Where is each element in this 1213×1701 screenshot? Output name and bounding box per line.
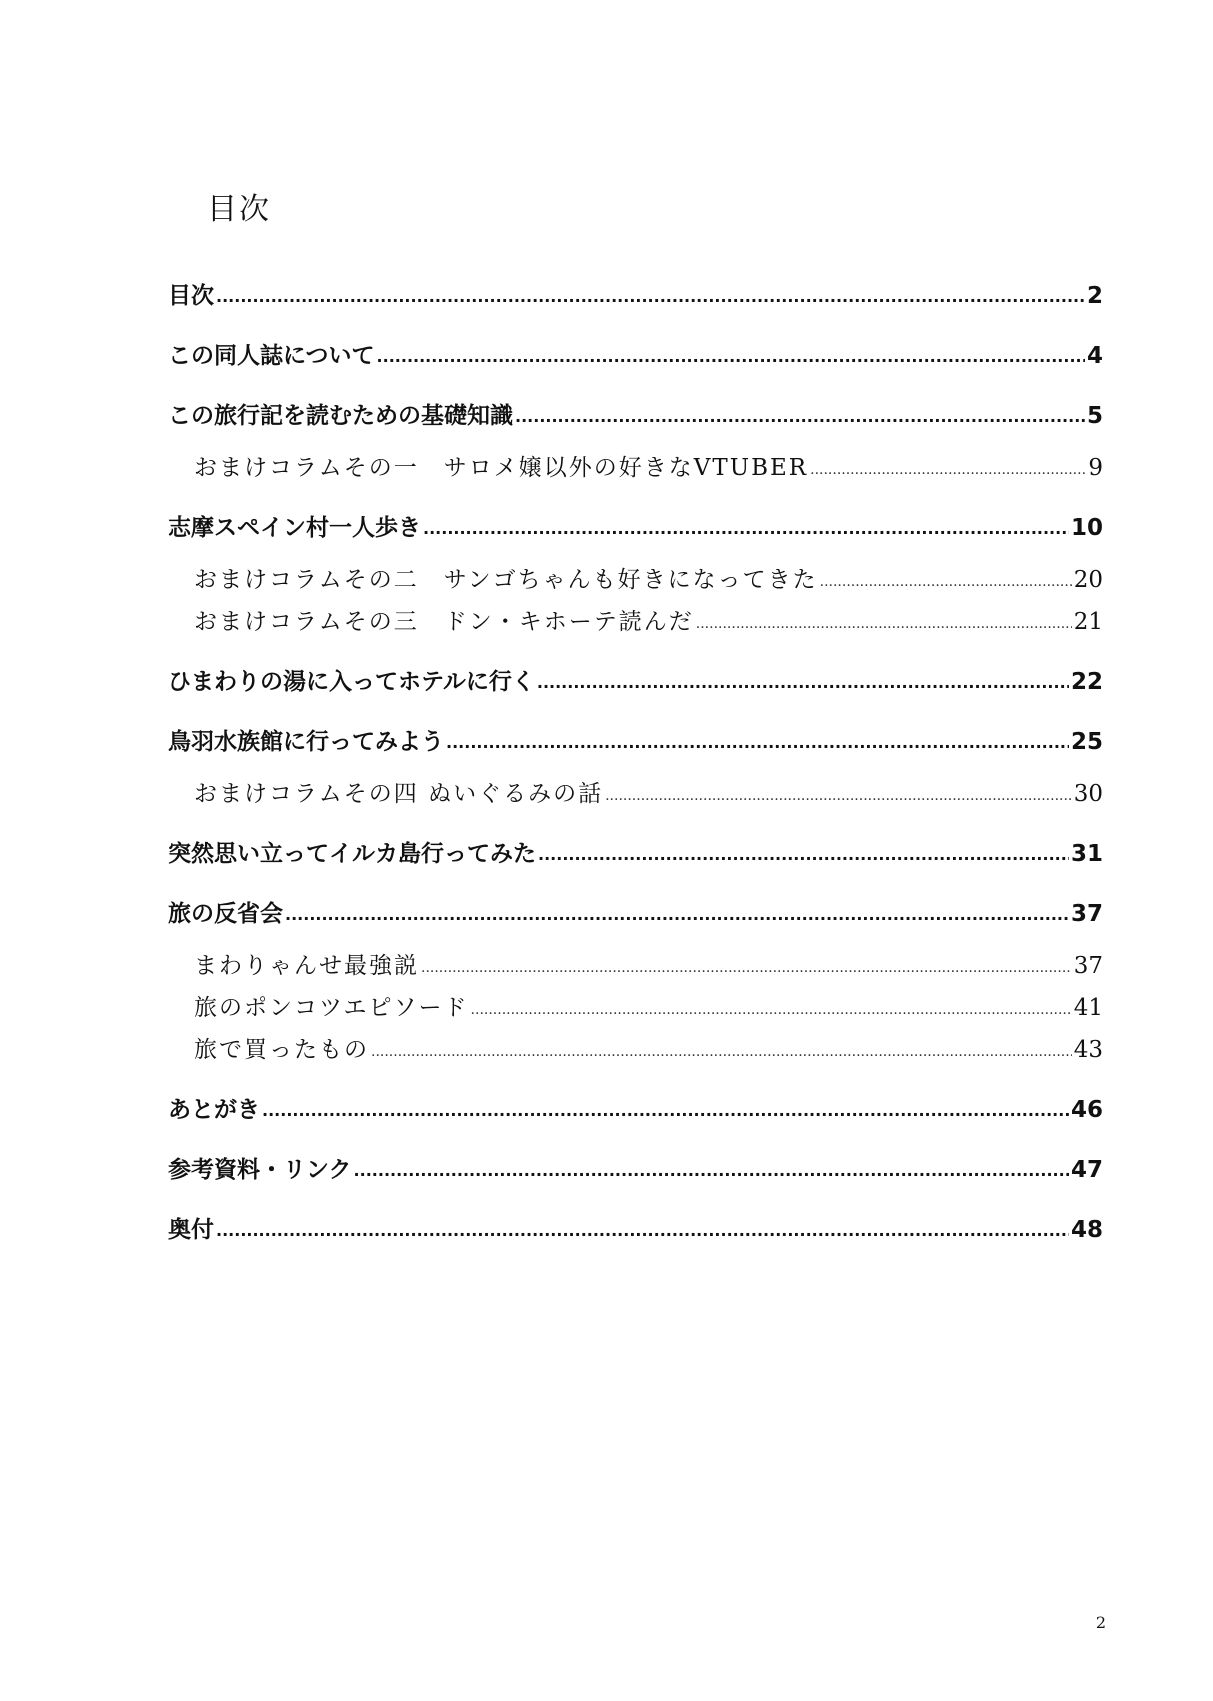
toc-entry-title: 参考資料・リンク [168,1157,352,1183]
toc-entry-title: この同人誌について [168,343,375,369]
toc-list [168,278,1103,1272]
toc-entry-title: ひまわりの湯に入ってホテルに行く [168,669,535,695]
toc-entry-page: 37 [1070,901,1103,927]
dot-leader [515,399,1085,435]
dot-leader [371,1034,1072,1070]
toc-entry-title: おまけコラムその二 サンゴちゃんも好きになってきた [194,567,818,593]
toc-entry-title: この旅行記を読むための基礎知識 [168,403,513,429]
toc-entry-page: 37 [1073,953,1103,979]
toc-entry-title: 志摩スペイン村一人歩き [168,515,421,541]
dot-leader [423,511,1069,547]
toc-subentry[interactable] [168,948,1103,990]
toc-entry[interactable] [168,338,1103,398]
toc-entry-page: 30 [1073,781,1103,807]
dot-leader [605,778,1072,814]
toc-entry-title: おまけコラムその一 サロメ嬢以外の好きなVTUBER [194,455,809,481]
toc-entry-title: 目次 [168,283,214,309]
toc-entry-page: 25 [1070,729,1103,755]
toc-entry-page: 43 [1073,1037,1103,1063]
toc-entry[interactable] [168,278,1103,338]
toc-entry-title: まわりゃんせ最強説 [194,953,419,979]
toc-entry-title: おまけコラムその四 ぬいぐるみの話 [194,781,604,807]
dot-leader [696,606,1072,642]
toc-entry-title: 突然思い立ってイルカ島行ってみた [168,841,536,867]
toc-entry[interactable] [168,836,1103,896]
toc-entry-title: 奥付 [168,1217,214,1243]
dot-leader [262,1093,1069,1129]
toc-entry-title: 旅の反省会 [168,901,283,927]
toc-entry[interactable] [168,1212,1103,1272]
dot-leader [446,725,1069,761]
toc-heading: 目次 [207,192,271,227]
toc-entry-page: 21 [1073,609,1103,635]
toc-entry[interactable] [168,398,1103,450]
toc-entry-page: 22 [1070,669,1103,695]
toc-entry-title: 旅のポンコツエピソード [194,995,469,1021]
toc-entry-title: あとがき [168,1097,260,1123]
toc-entry-page: 5 [1086,403,1103,429]
dot-leader [538,837,1069,873]
page-number: 2 [1095,1613,1106,1632]
toc-entry[interactable] [168,724,1103,776]
dot-leader [377,339,1085,375]
toc-subentry[interactable] [168,776,1103,836]
toc-subentry[interactable] [168,450,1103,510]
toc-entry-title: おまけコラムその三 ドン・キホーテ読んだ [194,609,694,635]
toc-entry-page: 46 [1070,1097,1103,1123]
toc-entry[interactable] [168,1152,1103,1212]
dot-leader [471,992,1072,1028]
toc-entry-page: 9 [1088,455,1103,481]
toc-subentry[interactable] [168,990,1103,1032]
toc-entry-page: 4 [1086,343,1103,369]
toc-entry[interactable] [168,896,1103,948]
toc-entry-title: 鳥羽水族館に行ってみよう [168,729,444,755]
dot-leader [216,1213,1069,1249]
toc-subentry[interactable] [168,1032,1103,1092]
toc-entry[interactable] [168,664,1103,724]
dot-leader [216,279,1085,315]
toc-subentry[interactable] [168,562,1103,604]
toc-entry-page: 20 [1073,567,1103,593]
dot-leader [354,1153,1069,1189]
toc-entry-page: 2 [1086,283,1103,309]
dot-leader [810,452,1086,488]
toc-subentry[interactable] [168,604,1103,664]
toc-entry-title: 旅で買ったもの [194,1037,369,1063]
dot-leader [421,950,1072,986]
toc-entry-page: 41 [1073,995,1103,1021]
dot-leader [537,665,1069,701]
toc-entry-page: 31 [1070,841,1103,867]
dot-leader [820,564,1072,600]
toc-entry-page: 47 [1070,1157,1103,1183]
dot-leader [285,897,1069,933]
toc-entry[interactable] [168,1092,1103,1152]
toc-entry-page: 48 [1070,1217,1103,1243]
toc-entry[interactable] [168,510,1103,562]
toc-entry-page: 10 [1070,515,1103,541]
